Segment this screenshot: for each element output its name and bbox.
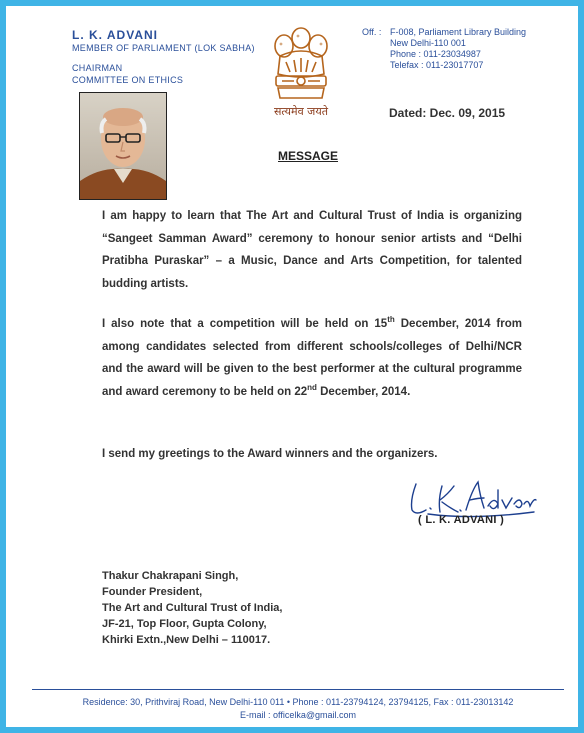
ordinal-suffix-th: th	[387, 315, 395, 325]
footer-divider	[32, 689, 564, 690]
emblem-motto: सत्यमेव जयते	[273, 105, 328, 118]
paragraph-2-part-c: December, 2014.	[316, 385, 411, 398]
letterhead-committee: COMMITTEE ON ETHICS	[72, 75, 184, 85]
letter-date: Dated: Dec. 09, 2015	[389, 106, 506, 120]
letterhead-position: MEMBER OF PARLIAMENT (LOK SABHA)	[72, 43, 255, 53]
phone-label: Phone :	[390, 49, 422, 59]
signatory-name: ( L. K. ADVANI )	[418, 514, 505, 526]
ordinal-suffix-nd: nd	[307, 382, 317, 392]
office-label: Off. :	[362, 27, 382, 37]
telefax-label: Telefax :	[390, 60, 424, 70]
phone-number: 011-23034987	[423, 49, 481, 59]
letterhead-left	[72, 28, 255, 86]
recipient-line-3: The Art and Cultural Trust of India,	[102, 602, 283, 614]
recipient-line-4: JF-21, Top Floor, Gupta Colony,	[102, 618, 267, 630]
office-address-line1: F-008, Parliament Library Building	[390, 27, 527, 37]
portrait-photo	[79, 92, 167, 200]
message-paragraph-3: I send my greetings to the Award winners and the organizers.	[102, 448, 438, 460]
paragraph-2-part-a: I also note that a competition will be held on 15	[102, 318, 388, 330]
footer-email: E-mail : officelka@gmail.com	[239, 710, 356, 720]
message-paragraph-2	[102, 313, 522, 403]
letterhead-contact	[362, 27, 526, 71]
recipient-line-1: Thakur Chakrapani Singh,	[102, 570, 239, 582]
message-paragraph-1: I am happy to learn that The Art and Cultural Trust of India is organizing “Sangeet Samman Award” ceremony to honour senior artists and “Delhi Pratibha Puraskar” – a Music, Dance and Arts Competition, for talented budding artists.	[102, 210, 522, 290]
message-title: MESSAGE	[278, 149, 339, 163]
recipient-line-2: Founder President,	[102, 586, 203, 598]
recipient-line-5: Khirki Extn.,New Delhi – 110017.	[102, 634, 271, 646]
recipient-address	[102, 568, 283, 648]
signature-mark	[402, 476, 542, 518]
letterhead-name: L. K. ADVANI	[72, 28, 158, 42]
paragraph-2-part-b: December, 2014 from among candidates selected from different schools/colleges of Delhi/NCR and the award will be given to the best performer at the cultural programme and award ceremony to be held on 22	[102, 318, 522, 398]
telefax-number: 011-23017707	[426, 60, 484, 70]
letterhead-role: CHAIRMAN	[72, 63, 123, 73]
footer-residence: Residence: 30, Prithviraj Road, New Delhi-110 011 • Phone : 011-23794124, 23794125, Fax : 011-23013142	[82, 697, 514, 707]
office-address-line2: New Delhi-110 001	[390, 38, 466, 48]
letter-footer	[12, 696, 584, 722]
